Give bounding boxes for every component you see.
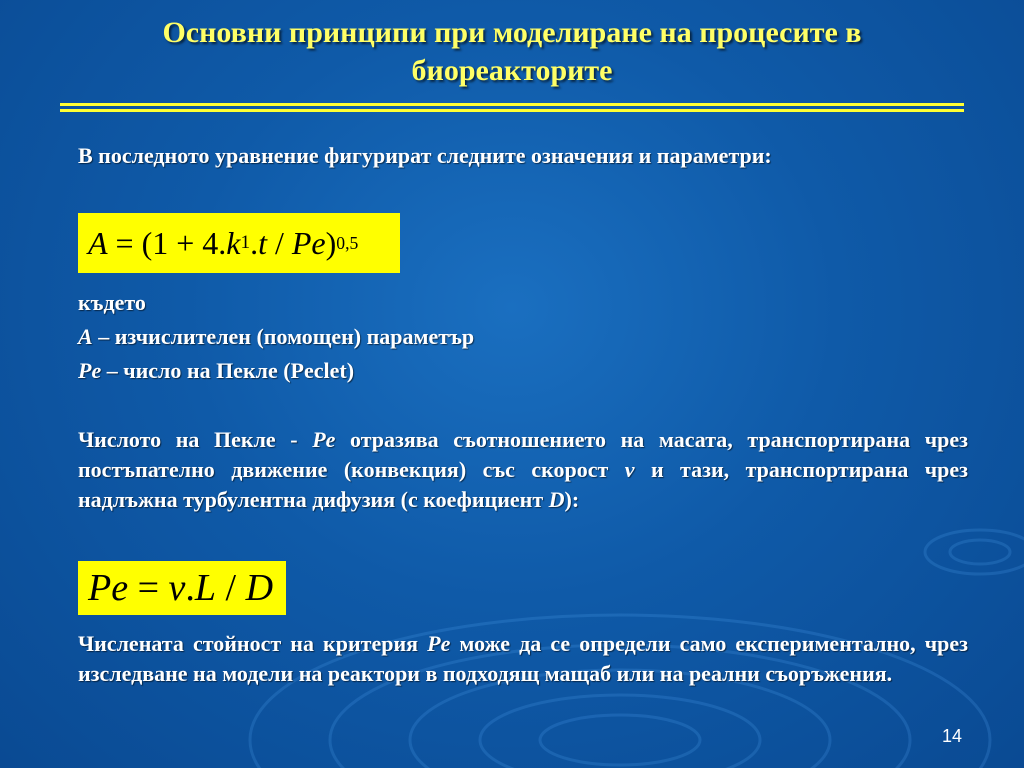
peclet-text-e: ): <box>564 487 580 512</box>
experimental-text-a: Числената стойност на критерия <box>78 631 428 656</box>
formula-pe-dot: . <box>185 567 195 609</box>
definition-a-text: – изчислителен (помощен) параметър <box>92 324 475 349</box>
definition-pe-symbol: Pe <box>78 358 102 383</box>
experimental-text <box>78 629 968 689</box>
slide-title: Основни принципи при моделиране на процесите в биореакторите <box>162 16 862 87</box>
peclet-text-b: отразява съотношението на масата, транспортирана чрез постъпателно движение (конвекция) със скорост <box>78 427 968 482</box>
definition-a-symbol: A <box>78 324 93 349</box>
formula-pe-slash: / <box>216 567 246 609</box>
formula-a-exp: 0,5 <box>336 232 359 253</box>
where-label: където <box>78 290 146 315</box>
experimental-paragraph <box>78 629 968 689</box>
definition-a <box>78 320 968 354</box>
formula-a-k: k <box>226 224 241 261</box>
title-underline-bottom <box>60 109 964 112</box>
formula-pe-v: v <box>168 567 186 609</box>
formula-a-k-sub: 1 <box>240 232 251 253</box>
formula-pe-d: D <box>245 567 274 609</box>
formula-a-lhs: A <box>88 224 108 261</box>
formula-pe-eq: = <box>128 567 169 609</box>
formula-pe-lhs: Pe <box>88 567 129 609</box>
peclet-text-pe: Pe <box>312 427 336 452</box>
formula-a-dot: . <box>250 224 259 261</box>
formula-pe <box>78 561 286 615</box>
formula-a-t: t <box>258 224 267 261</box>
experimental-text-pe: Pe <box>427 631 451 656</box>
definitions-block <box>78 286 968 388</box>
peclet-text-c: и тази, транспортирана чрез надлъжна турбулентна дифузия (с коефициент <box>78 457 969 512</box>
formula-a-open: (1 + 4. <box>141 224 227 261</box>
formula-a <box>78 213 400 273</box>
formula-a-pe: Pe <box>291 224 326 261</box>
formula-a-slash: / <box>266 224 292 261</box>
peclet-text-d: D <box>548 487 565 512</box>
peclet-text <box>78 425 968 515</box>
intro-paragraph <box>78 142 968 170</box>
page-number: 14 <box>941 726 962 746</box>
peclet-text-a: Числото на Пекле - <box>78 427 313 452</box>
formula-a-close: ) <box>325 224 337 261</box>
experimental-text-b: може да се определи само експериментално, чрез изследване на модели на реактори в подходящ мащаб или на реални съоръжения. <box>78 631 969 686</box>
definition-pe-text: – число на Пекле (Peclet) <box>101 358 355 383</box>
peclet-paragraph <box>78 425 968 515</box>
intro-text: В последното уравнение фигурират следните означения и параметри: <box>78 143 772 168</box>
definition-pe <box>78 354 968 388</box>
formula-pe-l: L <box>194 567 217 609</box>
formula-a-eq: = <box>107 224 142 261</box>
title-underline-top <box>60 103 964 106</box>
peclet-text-v: v <box>624 457 635 482</box>
